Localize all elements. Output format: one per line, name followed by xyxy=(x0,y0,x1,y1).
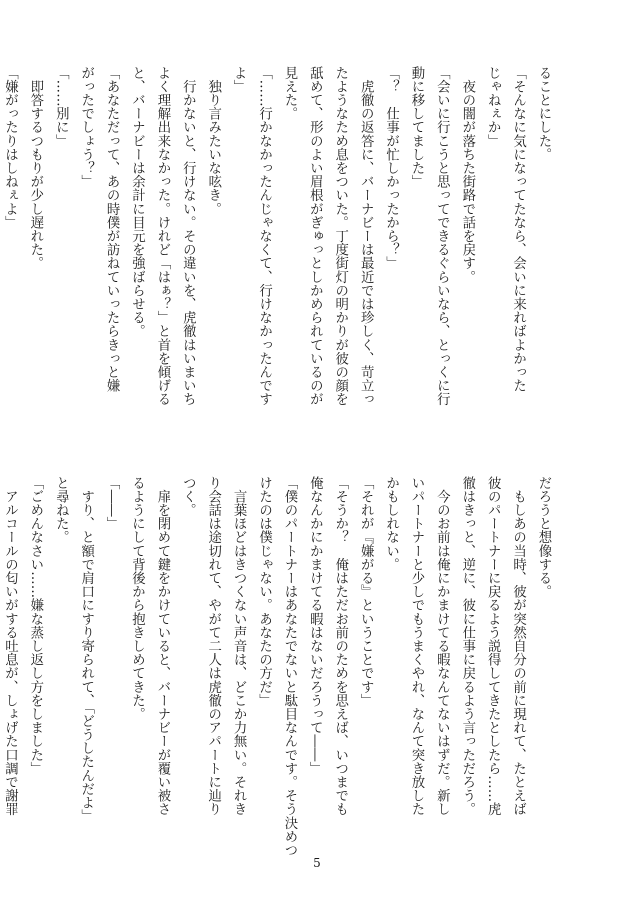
text-line: るようにして背後から抱きしめてきた。 xyxy=(129,476,145,721)
text-line: り会話は途切れて、やがて二人は虎徹のアパートに辿り xyxy=(205,476,221,816)
page-number: 5 xyxy=(313,856,321,870)
text-line: 彼のパートナーに戻るよう説得してきたとしたら……虎 xyxy=(485,476,501,816)
text-line: 扉を閉めて鍵をかけていると、バーナビーが覆い被さ xyxy=(154,476,170,816)
text-line: と、バーナビーは余計に目元を強ばらせる。 xyxy=(129,66,145,338)
text-line: 動に移してました」 xyxy=(408,66,424,189)
text-line: 俺なんかにかまけてる暇はないだろうって――」 xyxy=(307,476,323,776)
text-line: じゃねぇか」 xyxy=(485,66,501,148)
text-line: 夜の闇が落ちた街路で話を戻す。 xyxy=(459,66,475,284)
text-line: 徹はきっと、逆に、彼に仕事に戻るよう言っただろう。 xyxy=(459,476,475,816)
text-line: 見えた。 xyxy=(281,66,297,121)
text-block-top xyxy=(2,66,556,412)
text-line: 「そんなに気になってたなら、会いに来ればよかった xyxy=(510,66,526,393)
text-line: 今のお前は俺にかまけてる暇なんてないはずだ。新し xyxy=(434,476,450,816)
text-line: すり、と額で肩口にすり寄られて、「どうしたんだよ」 xyxy=(78,476,94,823)
text-line: ることにした。 xyxy=(536,66,551,162)
text-line: 「僕のパートナーはあなたでないと駄目なんです。そう決めつ xyxy=(281,476,297,857)
text-line: 「それが『嫌がる』ということです」 xyxy=(358,476,374,708)
text-line: 「会いに行こうと思ってできるぐらいなら、とっくに行 xyxy=(434,66,450,406)
text-line: 舐めて、形のよい眉根がぎゅっとしかめられているのが xyxy=(307,66,323,406)
text-line: つく。 xyxy=(180,476,196,517)
text-line: 言葉ほどはきつくない声音は、どこか力無い。それき xyxy=(231,476,247,816)
text-line: と尋ねた。 xyxy=(53,476,69,544)
text-line: いパートナーと少しでもうまくやれ、なんて突き放した xyxy=(408,476,424,816)
text-block-bottom xyxy=(2,476,556,857)
text-line: 「……別に」 xyxy=(53,66,69,148)
text-line: かもしれない。 xyxy=(383,476,399,572)
text-line: がったでしょう？」 xyxy=(78,66,94,189)
text-line: 「？ 仕事が忙しかったから？」 xyxy=(383,66,399,270)
text-line: 虎徹の返答に、バーナビーは最近では珍しく、苛立っ xyxy=(358,66,374,406)
text-line: 独り言みたいな呟き。 xyxy=(205,66,221,216)
text-line: アルコールの匂いがする吐息が、しょげた口調で謝罪 xyxy=(2,476,18,816)
text-line: 「嫌がったりはしねぇよ」 xyxy=(2,66,18,230)
text-line: けたのは僕じゃない。あなたの方だ」 xyxy=(256,476,272,708)
text-line: もしあの当時、彼が突然自分の前に現れて、たとえば xyxy=(510,476,526,816)
text-line: 「――」 xyxy=(104,476,120,531)
text-line: 「ごめんなさい……嫌な蒸し返し方をしました」 xyxy=(27,476,43,776)
text-line: よ」 xyxy=(231,66,247,94)
text-line: 「……行かなかったんじゃなくて、行けなかったんです xyxy=(256,66,272,406)
text-line: 「そうか？ 俺はただお前のためを思えば、いつまでも xyxy=(332,476,348,816)
text-line: 「あなただって、あの時僕が訪ねていったらきっと嫌 xyxy=(104,66,120,393)
text-line: だろうと想像する。 xyxy=(536,476,551,599)
text-line: 行かないと、行けない。その違いを、虎徹はいまいち xyxy=(180,66,196,406)
text-line: 即答するつもりが少し遅れた。 xyxy=(27,66,43,270)
text-line: たようなため息をついた。丁度街灯の明かりが彼の顔を xyxy=(332,66,348,406)
text-line: よく理解出来なかった。けれど「はぁ？」と首を傾げる xyxy=(154,66,170,406)
